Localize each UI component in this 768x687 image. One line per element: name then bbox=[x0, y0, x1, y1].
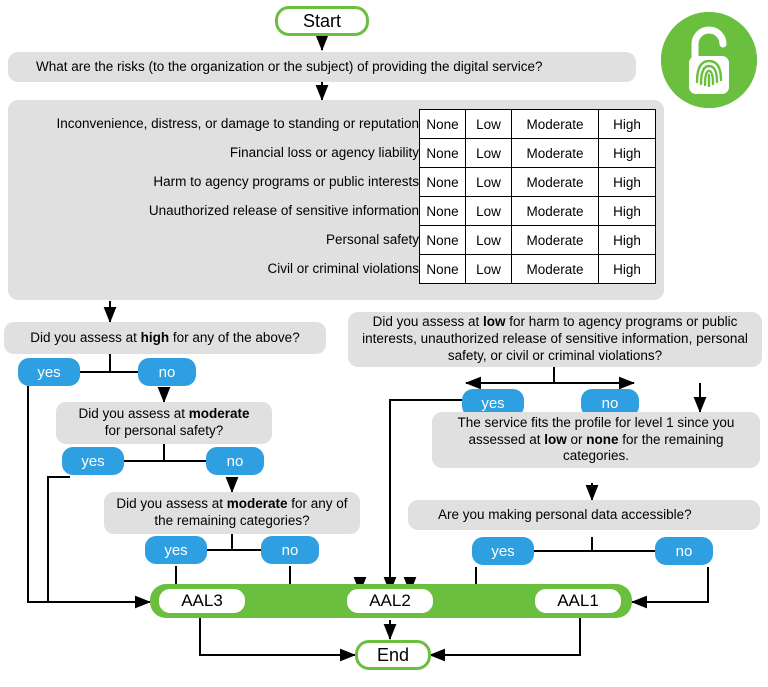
risk-assessment-table bbox=[8, 100, 664, 300]
question-moderate-remaining bbox=[104, 492, 360, 534]
risk-option-none[interactable]: None bbox=[420, 110, 466, 139]
risk-option-high[interactable]: High bbox=[599, 197, 656, 226]
risk-row-label: Financial loss or agency liability bbox=[229, 144, 419, 160]
risk-row-label: Unauthorized release of sensitive information bbox=[148, 202, 419, 218]
risk-option-low[interactable]: Low bbox=[466, 255, 512, 284]
question-assessed-high-text: Did you assess at high for any of the above? bbox=[30, 329, 300, 345]
answer-no-low[interactable]: no bbox=[581, 389, 639, 417]
risk-option-none[interactable]: None bbox=[420, 168, 466, 197]
risk-option-low[interactable]: Low bbox=[466, 168, 512, 197]
question-1-risks bbox=[8, 52, 636, 82]
risk-option-moderate[interactable]: Moderate bbox=[512, 255, 599, 284]
risk-option-high[interactable]: High bbox=[599, 110, 656, 139]
risk-row-label: Personal safety bbox=[325, 231, 419, 247]
outcome-aal2[interactable]: AAL2 bbox=[344, 586, 436, 616]
answer-yes-high[interactable]: yes bbox=[18, 358, 80, 386]
risk-option-low[interactable]: Low bbox=[466, 226, 512, 255]
risk-row-label: Civil or criminal violations bbox=[267, 260, 419, 276]
risk-option-moderate[interactable]: Moderate bbox=[512, 226, 599, 255]
question-moderate-personal-safety bbox=[56, 402, 272, 444]
emphasis-moderate: moderate bbox=[188, 406, 250, 422]
answer-no-moderate-safety[interactable]: no bbox=[206, 447, 264, 475]
table-row bbox=[16, 226, 656, 255]
emphasis-moderate: moderate bbox=[226, 496, 288, 512]
risk-option-moderate[interactable]: Moderate bbox=[512, 168, 599, 197]
emphasis-none: none bbox=[586, 431, 619, 447]
end-node: End bbox=[355, 640, 431, 670]
emphasis-low: low bbox=[544, 431, 567, 447]
risk-option-low[interactable]: Low bbox=[466, 197, 512, 226]
answer-no-moderate-remaining[interactable]: no bbox=[261, 536, 319, 564]
risk-option-moderate[interactable]: Moderate bbox=[512, 197, 599, 226]
risk-option-moderate[interactable]: Moderate bbox=[512, 139, 599, 168]
risk-row-label: Harm to agency programs or public interests bbox=[153, 173, 419, 189]
risk-option-low[interactable]: Low bbox=[466, 139, 512, 168]
risk-option-low[interactable]: Low bbox=[466, 110, 512, 139]
risk-table bbox=[16, 109, 656, 284]
table-row bbox=[16, 255, 656, 284]
answer-yes-moderate-remaining[interactable]: yes bbox=[145, 536, 207, 564]
question-2-text: Are you making personal data accessible? bbox=[438, 506, 692, 522]
risk-option-high[interactable]: High bbox=[599, 168, 656, 197]
risk-option-moderate[interactable]: Moderate bbox=[512, 110, 599, 139]
outcome-aal1[interactable]: AAL1 bbox=[532, 586, 624, 616]
question-moderate-personal-safety-text: Did you assess at moderate for personal safety? bbox=[78, 406, 250, 438]
question-assessed-high bbox=[4, 322, 326, 354]
table-row bbox=[16, 110, 656, 139]
question-1-text: What are the risks (to the organization or the subject) of providing the digital service? bbox=[36, 58, 543, 74]
answer-no-personal-data[interactable]: no bbox=[655, 537, 713, 565]
level-1-profile-note bbox=[432, 412, 760, 468]
answer-yes-low[interactable]: yes bbox=[462, 389, 524, 417]
risk-option-high[interactable]: High bbox=[599, 139, 656, 168]
level-1-profile-note-text: The service fits the profile for level 1 since you assessed at low or none for the remaining categories. bbox=[457, 414, 735, 464]
answer-yes-personal-data[interactable]: yes bbox=[472, 537, 534, 565]
risk-option-high[interactable]: High bbox=[599, 255, 656, 284]
emphasis-low: low bbox=[482, 314, 506, 330]
question-assessed-low-text: Did you assess at low for harm to agency programs or public interests, unauthorized release of sensitive information, personal safety, or civil or criminal violations? bbox=[362, 314, 748, 363]
risk-option-none[interactable]: None bbox=[420, 255, 466, 284]
emphasis-high: high bbox=[140, 329, 170, 345]
question-2-personal-data bbox=[408, 500, 760, 530]
open-padlock-fingerprint-icon bbox=[661, 12, 757, 108]
question-moderate-remaining-text: Did you assess at moderate for any of the remaining categories? bbox=[116, 496, 348, 528]
outcome-aal3[interactable]: AAL3 bbox=[156, 586, 248, 616]
table-row bbox=[16, 197, 656, 226]
question-assessed-low bbox=[348, 312, 762, 367]
risk-option-none[interactable]: None bbox=[420, 197, 466, 226]
table-row bbox=[16, 168, 656, 197]
table-row bbox=[16, 139, 656, 168]
risk-row-label: Inconvenience, distress, or damage to standing or reputation bbox=[56, 115, 419, 131]
risk-option-none[interactable]: None bbox=[420, 139, 466, 168]
answer-yes-moderate-safety[interactable]: yes bbox=[62, 447, 124, 475]
risk-option-high[interactable]: High bbox=[599, 226, 656, 255]
start-node: Start bbox=[275, 6, 369, 36]
answer-no-high[interactable]: no bbox=[138, 358, 196, 386]
risk-option-none[interactable]: None bbox=[420, 226, 466, 255]
